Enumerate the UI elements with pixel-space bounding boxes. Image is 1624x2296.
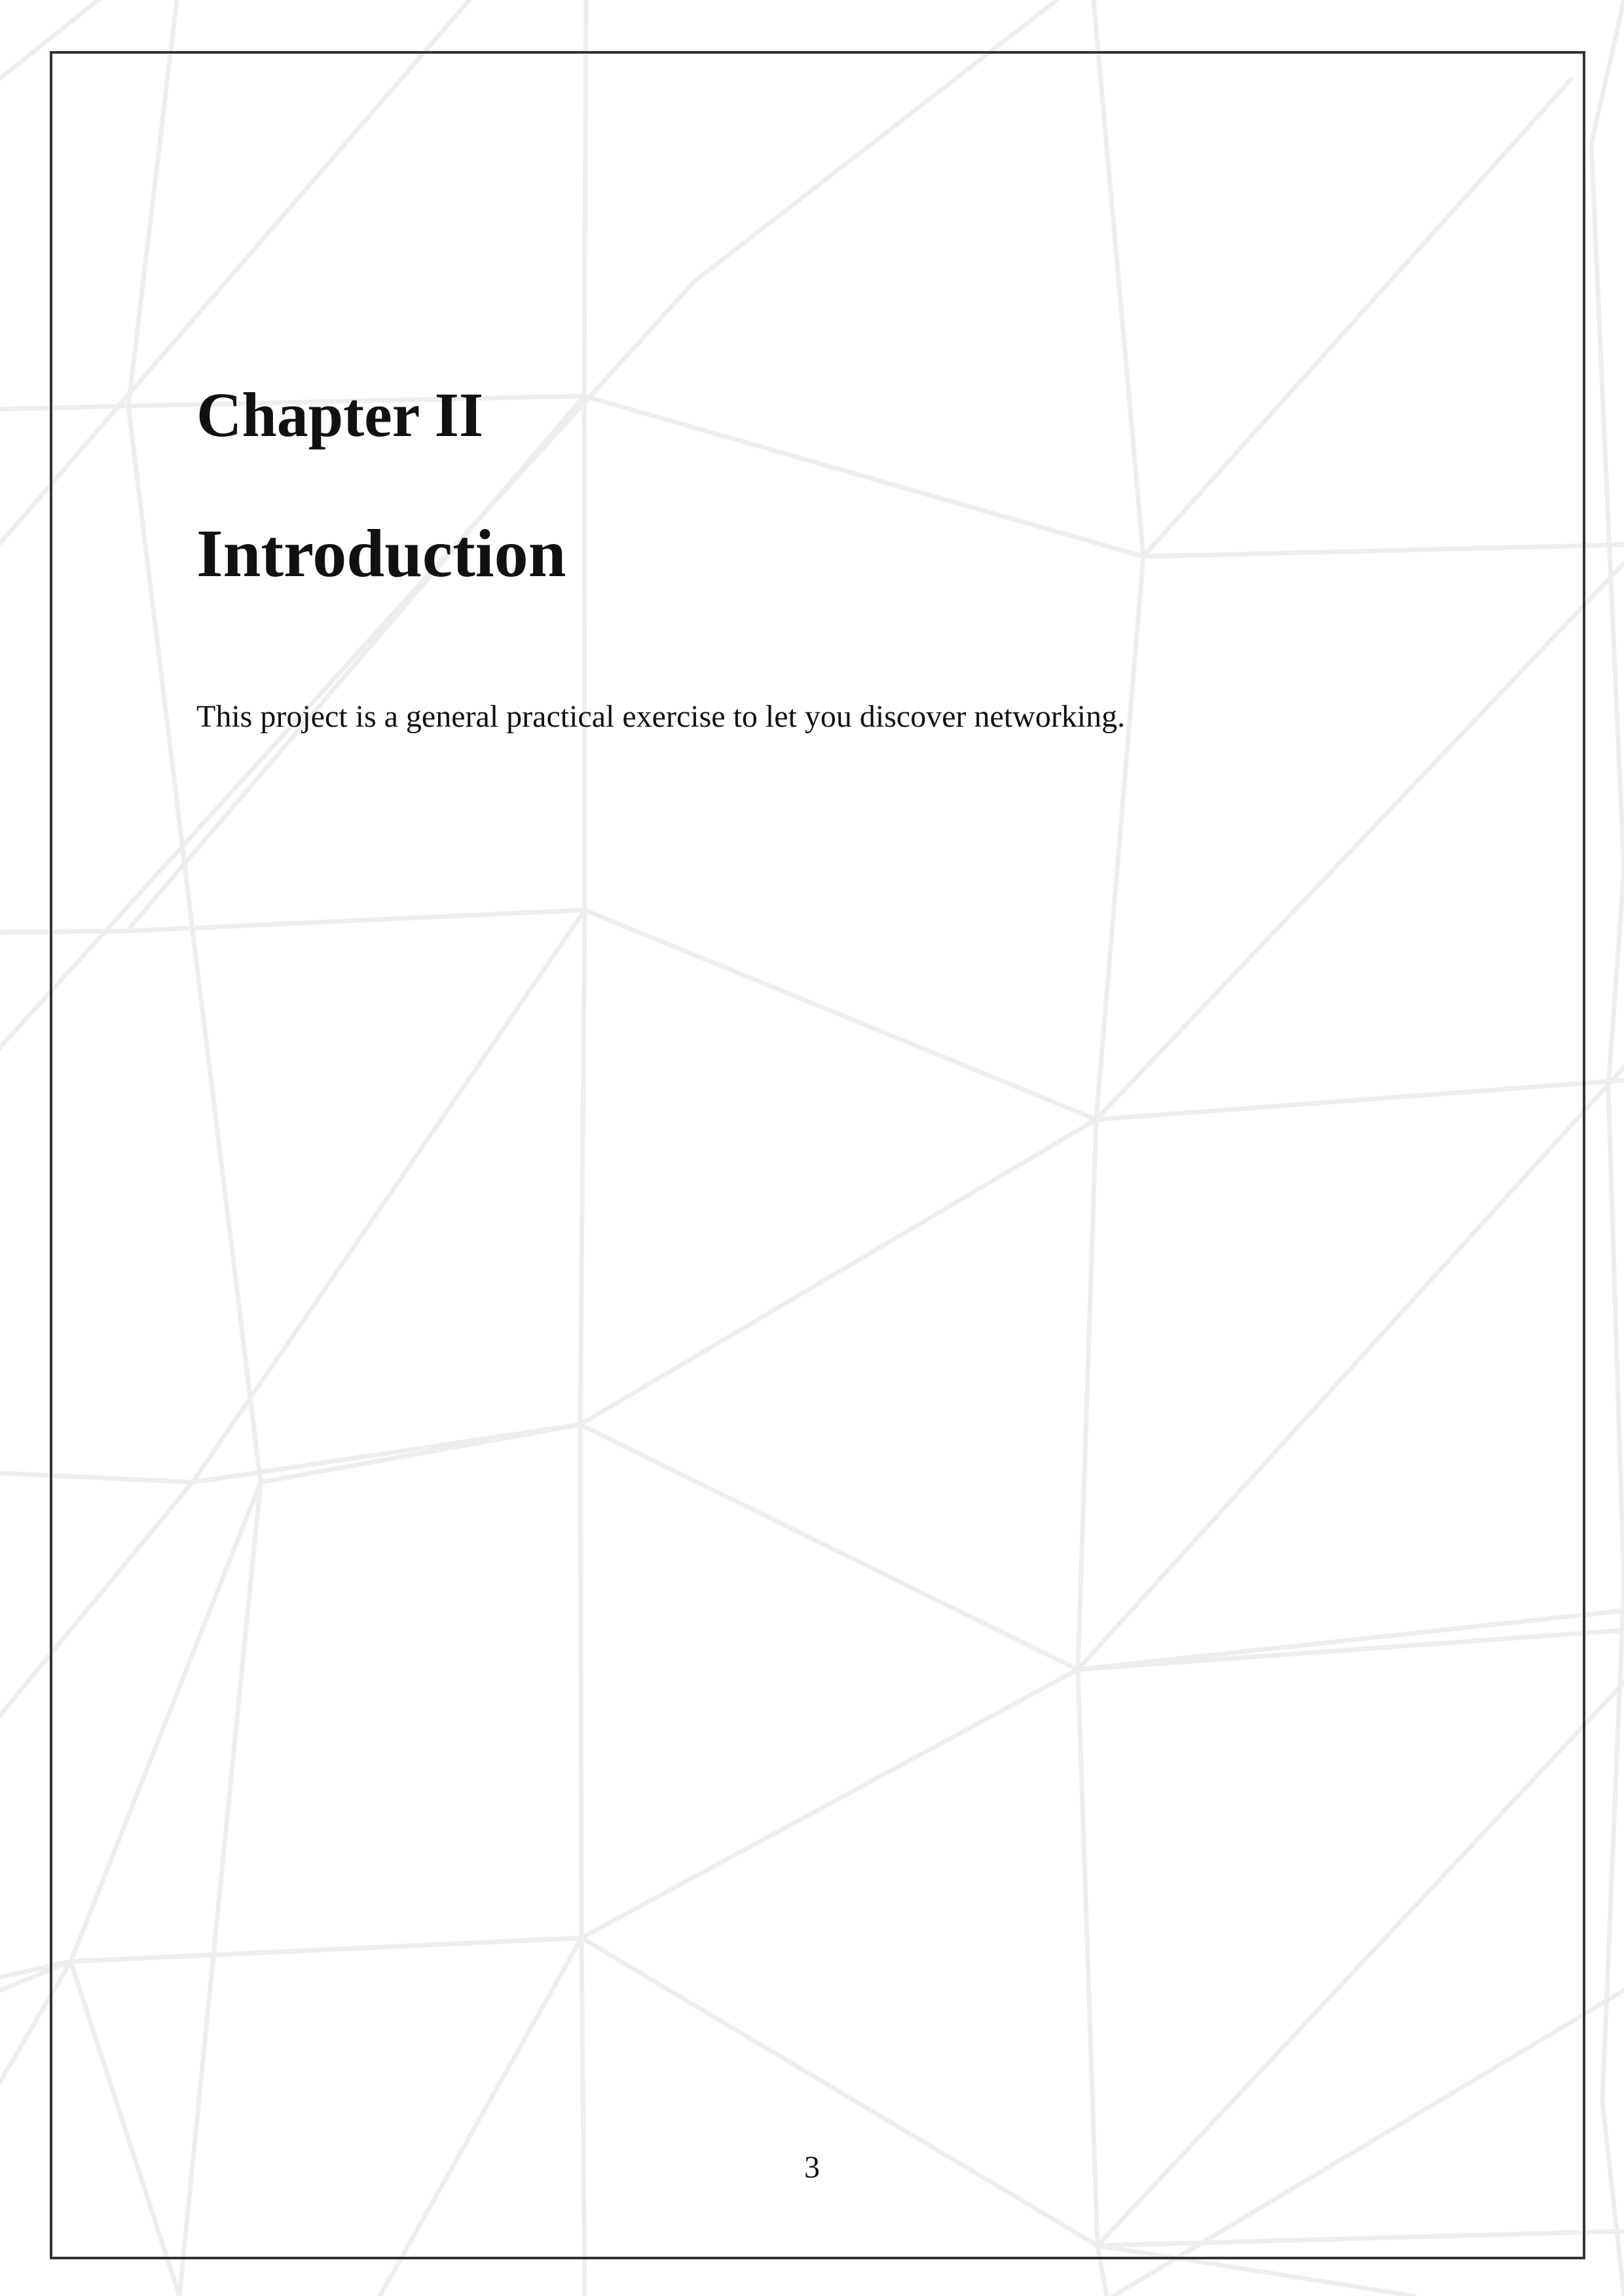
chapter-title: Introduction — [196, 516, 566, 591]
introduction-paragraph: This project is a general practical exercise to let you discover networking. — [196, 699, 1126, 734]
chapter-label: Chapter II — [196, 380, 484, 450]
page-number: 3 — [804, 2150, 820, 2185]
mesh-line — [1591, 0, 1624, 2296]
